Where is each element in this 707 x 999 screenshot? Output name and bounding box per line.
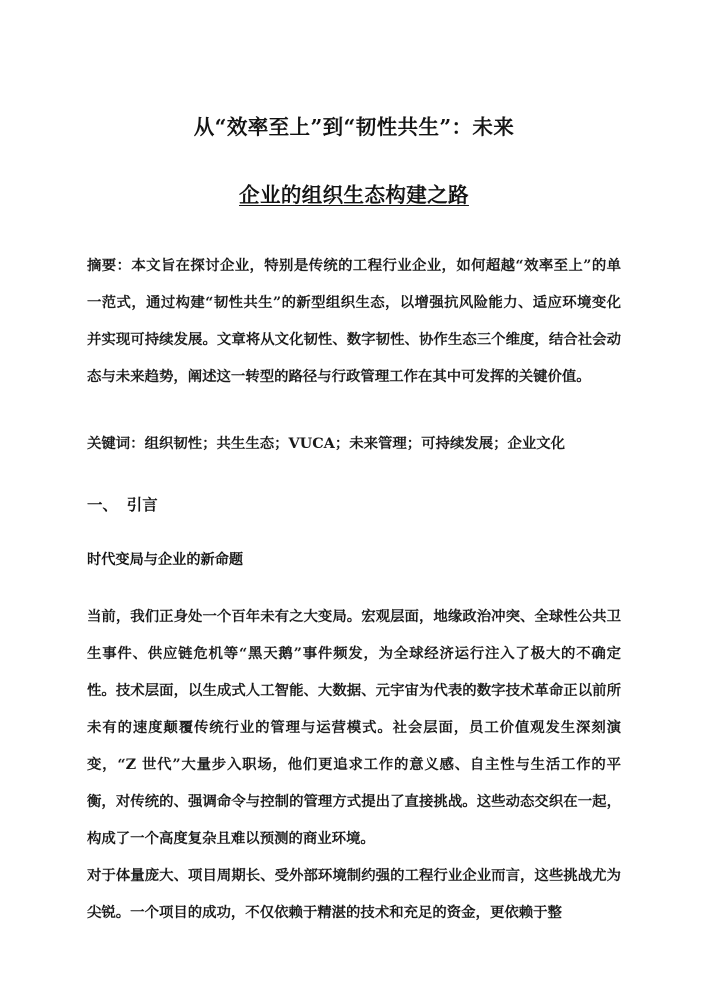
body-paragraph: 对于体量庞大、项目周期长、受外部环境制约强的工程行业企业而言，这些挑战尤为尖锐。一个项目的成功，不仅依赖于精湛的技术和充足的资金，更依赖于整 [87, 867, 621, 921]
abstract-text: 本文旨在探讨企业，特别是传统的工程行业企业，如何超越“效率至上”的单一范式，通过构建“韧性共生”的新型组织生态，以增强抗风险能力、适应环境变化并实现可持续发展。文章将从文化韧性、数字韧性、协作生态三个维度，结合社会动态与未来趋势，阐述这一转型的路径与行政管理工作在其中可发挥的关键价值。 [87, 257, 621, 385]
document-title [87, 0, 621, 210]
title-line-2: 企业的组织生态构建之路 [239, 183, 469, 207]
abstract-section [87, 247, 621, 395]
title-line-1: 从“效率至上”到“韧性共生”：未来 [193, 115, 515, 139]
document-content [87, 0, 621, 931]
section-number: 一、 [87, 496, 118, 514]
keywords-section [87, 425, 621, 462]
section-title: 引言 [126, 496, 158, 514]
keywords-text: 组织韧性；共生生态；VUCA；未来管理；可持续发展；企业文化 [144, 435, 566, 452]
subsection-heading: 时代变局与企业的新命题 [87, 552, 244, 568]
body-paragraph: 当前，我们正身处一个百年未有之大变局。宏观层面，地缘政治冲突、全球性公共卫生事件、供应链危机等“黑天鹅”事件频发，为全球经济运行注入了极大的不确定性。技术层面，以生成式人工智能、大数据、元宇宙为代表的数字技术革命正以前所未有的速度颠覆传统行业的管理与运营模式。社会层面，员工价值观发生深刻演变，“Z 世代”大量步入职场，他们更追求工作的意义感、自主性与生活工作的平衡，对传统的、强调命令与控制的管理方式提出了直接挑战。这些动态交织在一起，构成了一个高度复杂且难以预测的商业环境。 [87, 608, 621, 847]
section-heading-introduction [87, 491, 621, 519]
keywords-label: 关键词： [87, 435, 145, 452]
abstract-label: 摘要： [87, 257, 132, 274]
